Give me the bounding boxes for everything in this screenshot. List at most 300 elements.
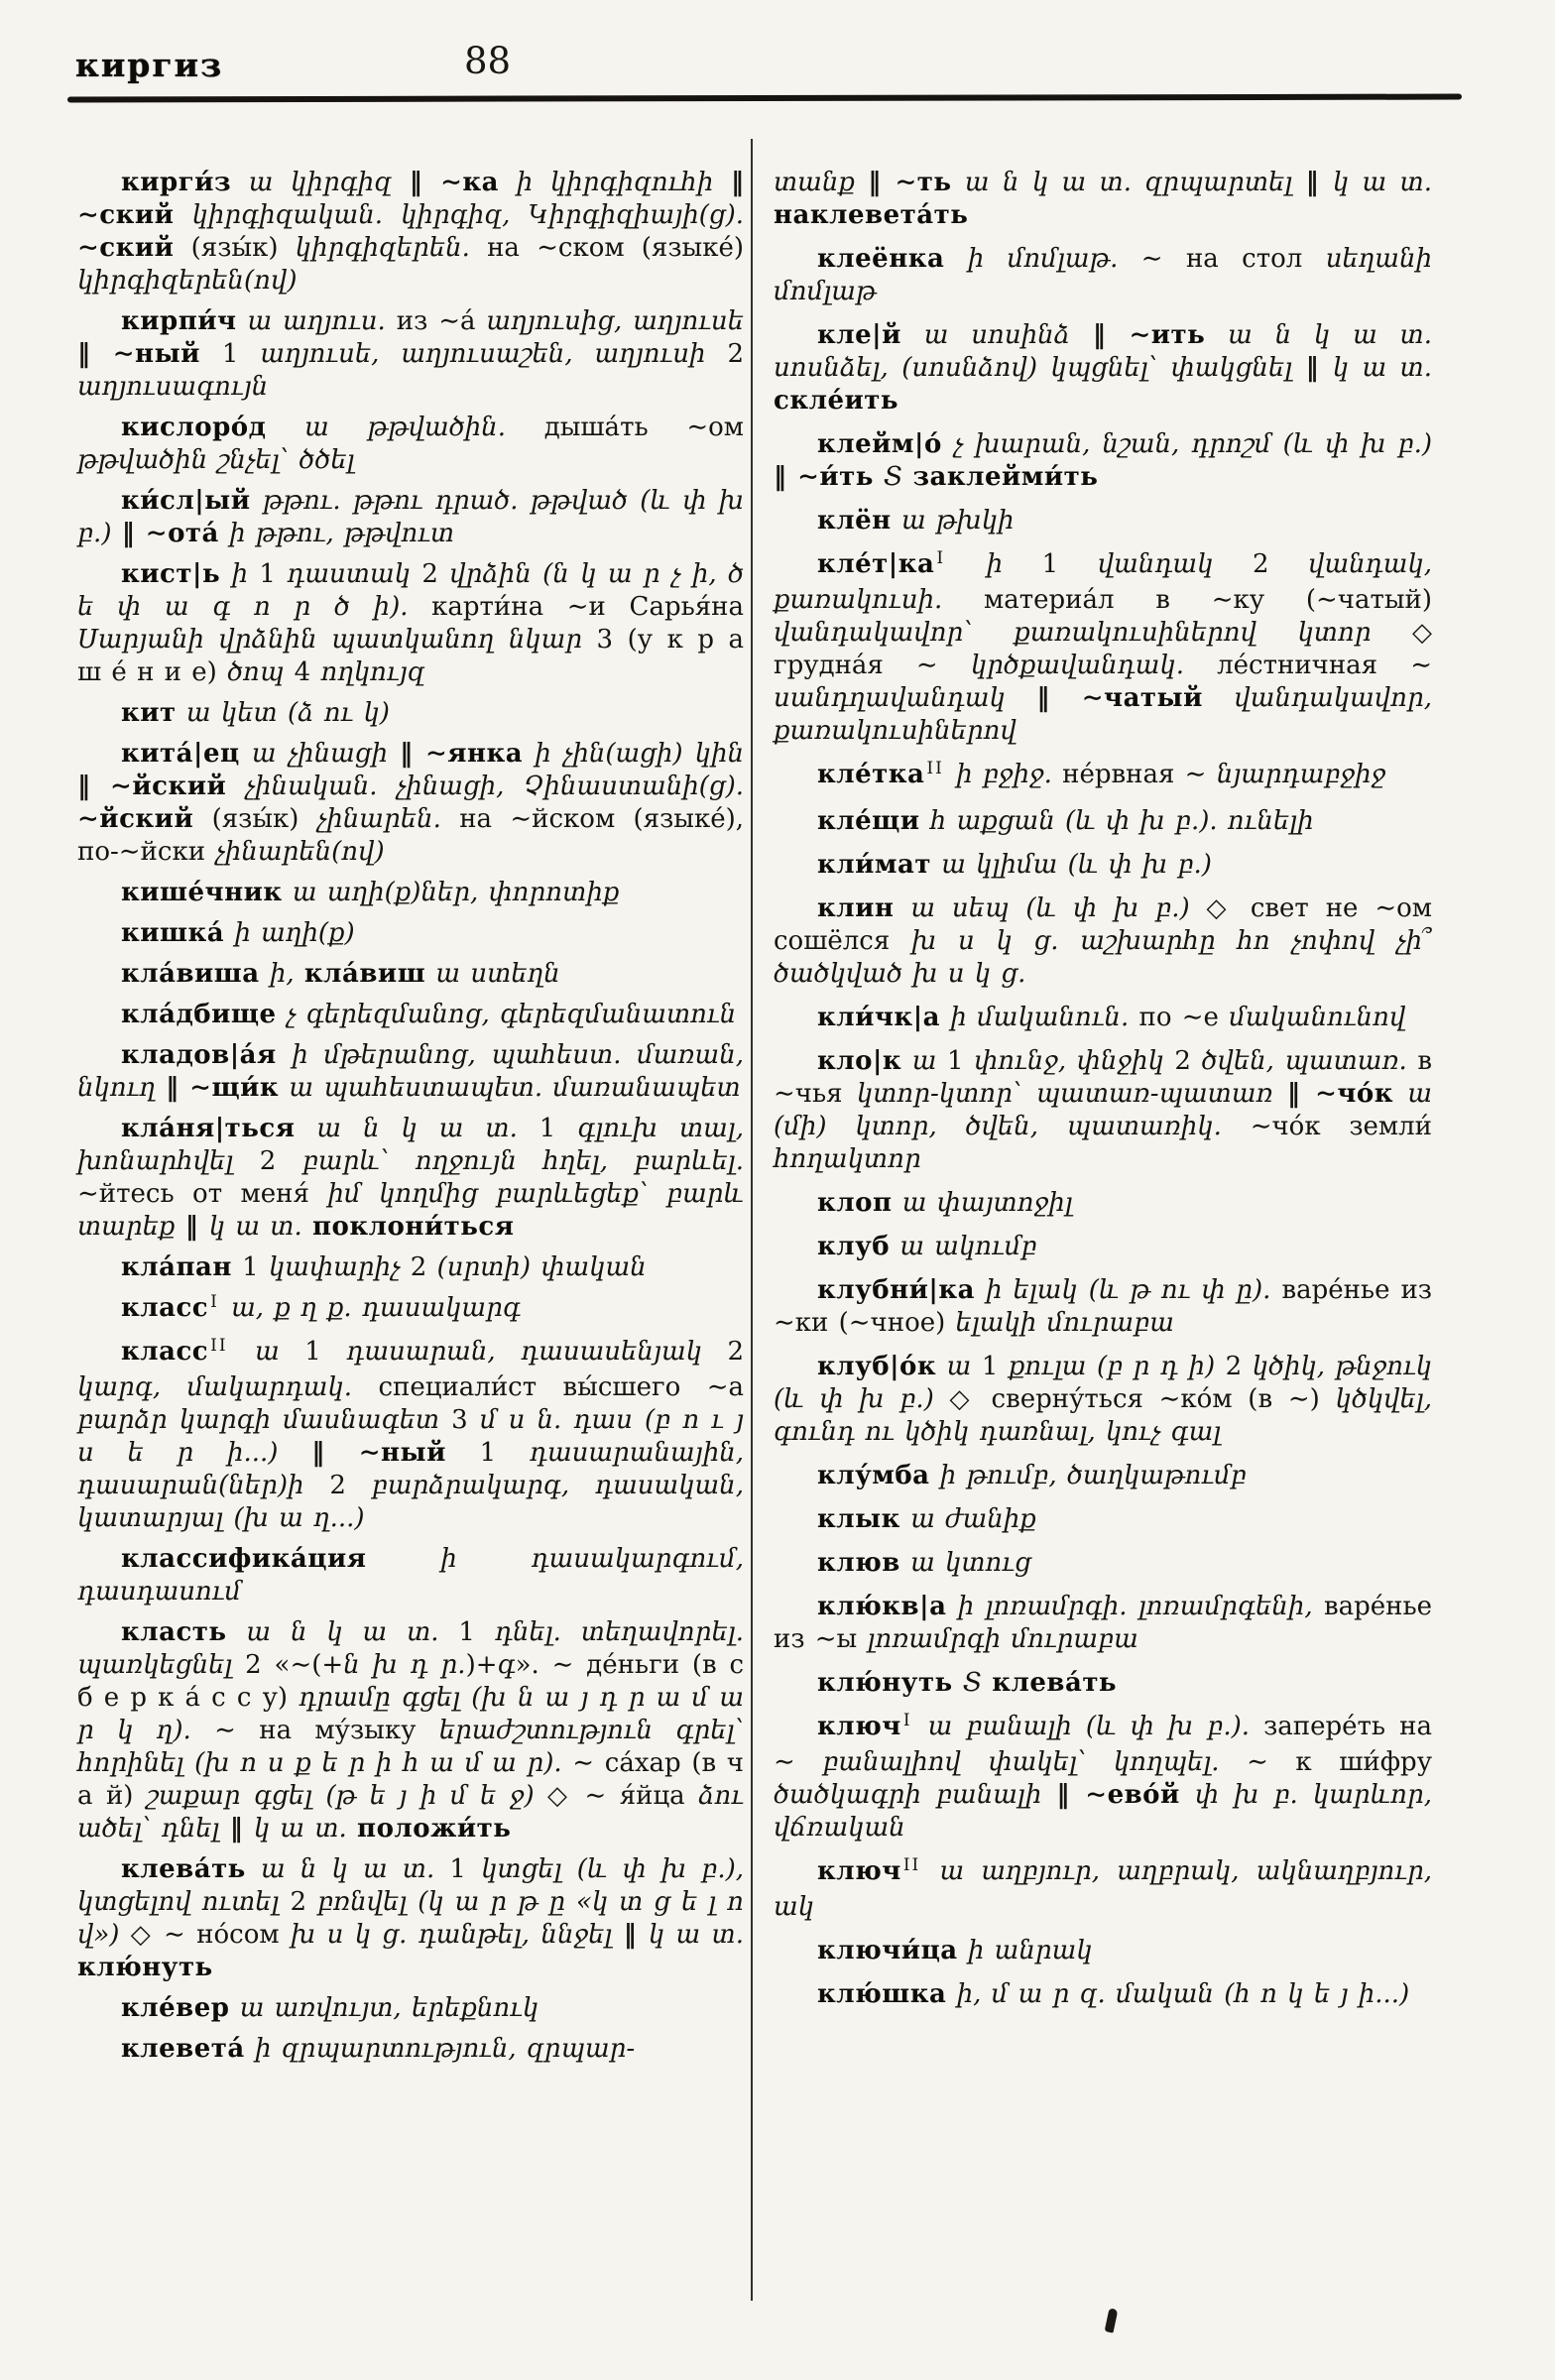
russian-text: 3 (у к р а ш е́ н и е): [77, 625, 744, 687]
armenian-text: ա փայտոջիլ: [892, 1188, 1073, 1218]
russian-text: 2: [259, 1146, 302, 1176]
armenian-text: ա կլիմա (և փ խ բ.): [930, 850, 1212, 880]
guide-word: киргиз: [75, 46, 224, 84]
dictionary-entry: [774, 319, 1432, 417]
armenian-text: ի դասակարգում, դասդասում: [77, 1544, 744, 1606]
russian-text: 1: [538, 1114, 578, 1143]
armenian-text: դասարան, դասասենյակ: [346, 1337, 728, 1367]
armenian-text: ա կիրգիզ: [231, 168, 410, 197]
dictionary-entry: [774, 1187, 1432, 1220]
headword: клык: [817, 1504, 900, 1534]
armenian-text: ի թթու, թթվուտ: [218, 519, 455, 548]
armenian-text: կծիկ, թնջուկ (և փ խ բ.): [774, 1352, 1433, 1414]
headword: кист|ь: [121, 559, 221, 589]
headword: клю́нуть: [817, 1668, 953, 1698]
armenian-text: չինական. չինացի, Չինաստանի(ց).: [226, 772, 744, 801]
armenian-text: խ ս կ ց. աշխարհը հո չոփով չի՞ ծածկված խ ս կ ց.: [774, 926, 1432, 989]
armenian-text: ա կետ (ձ ու կ): [176, 698, 390, 728]
armenian-text: ա թթվածին.: [266, 413, 544, 442]
dictionary-entry: [77, 1616, 744, 1845]
entry-symbol: ◇: [1412, 618, 1432, 648]
armenian-text: ի,: [259, 959, 304, 989]
dictionary-entry: [774, 1045, 1432, 1176]
dictionary-entry: [774, 1711, 1432, 1844]
headword: клуб|о́к: [817, 1352, 937, 1381]
armenian-text: ա ն կ ա տ. զրպարտել: [951, 168, 1306, 197]
russian-text: на ∼йском (языке́), по-∼йски: [77, 804, 745, 867]
armenian-text: կափարիչ: [268, 1252, 411, 1282]
dictionary-entry: [77, 1292, 744, 1328]
russian-text: 1: [199, 339, 261, 369]
headword: ключи́ца: [817, 1936, 958, 1965]
russian-text: карти́на ∼и Сарья́на: [431, 592, 744, 622]
dictionary-entry: [774, 1274, 1432, 1340]
headword: кише́чник: [121, 878, 283, 907]
headword: клева́ть: [121, 1854, 246, 1884]
armenian-text: Տ: [873, 462, 913, 492]
armenian-text: սեղանի մոմլաթ: [774, 244, 1432, 306]
headword: клеёнка: [817, 244, 945, 274]
dictionary-entry: [77, 2033, 744, 2066]
left-column: [77, 167, 744, 2074]
armenian-text: աղյուսագույն: [77, 372, 269, 402]
armenian-text: ելակի մուրաբա: [955, 1308, 1174, 1338]
entry-symbol: ◇: [130, 1920, 165, 1950]
headword: кит: [121, 698, 177, 728]
armenian-text: ա ն կ ա տ.: [295, 1114, 539, 1143]
dictionary-entry: [774, 1002, 1432, 1034]
armenian-text: ի ելակ (և թ ու փ ը).: [975, 1275, 1282, 1305]
headword: ∼ский: [77, 233, 175, 263]
armenian-text: կ ա տ.: [208, 1212, 313, 1242]
russian-text: свет не ∼ом сошёлся: [774, 893, 1432, 956]
headword: клейм|о́: [817, 429, 942, 459]
dictionary-entry: [774, 1547, 1432, 1580]
armenian-text: կ ա տ.: [1332, 168, 1432, 197]
armenian-text: ա չինացի: [239, 739, 401, 769]
dictionary-entry: [774, 1855, 1432, 1924]
armenian-text: ի լոռամրգի. լոռամրգենի,: [946, 1592, 1324, 1621]
armenian-text: կ ա տ.: [253, 1814, 358, 1844]
headword: кишка́: [121, 918, 225, 948]
dictionary-entry: [774, 759, 1432, 794]
armenian-text: բարև՝ ողջույն հղել, բարևել.: [301, 1146, 744, 1176]
armenian-text: կիրգիզերեն(ով): [77, 266, 298, 296]
dictionary-entry: [774, 1978, 1432, 2011]
russian-text: специали́ст вы́сшего ∼а: [378, 1372, 744, 1402]
russian-text: запере́ть на ∼: [774, 1712, 1432, 1777]
armenian-text: (սրտի) փական: [436, 1252, 647, 1282]
armenian-text: ա (մի) կտոր, ծվեն, պատառիկ.: [774, 1079, 1433, 1141]
armenian-text: կ ա տ.: [1332, 353, 1432, 383]
armenian-text: չ խարան, նշան, դրոշմ (և փ խ բ.): [941, 429, 1432, 459]
armenian-text: ա առվույտ, երեքնուկ: [229, 1993, 539, 2023]
armenian-text: թթու. թթու դրած. թթված (և փ խ բ.): [77, 486, 744, 548]
entry-symbol: ‖: [400, 739, 425, 769]
headword: кло|к: [817, 1046, 902, 1076]
headword: ∼йский: [110, 772, 227, 801]
headword: ∼янка: [424, 739, 524, 769]
entry-symbol: ‖: [1305, 353, 1333, 383]
dictionary-entry: [774, 1351, 1432, 1449]
armenian-text: ա ն կ ա տ. սոսնձել, (սոսնձով) կպցնել՝ փակցնել: [774, 320, 1432, 383]
armenian-text: վանդակ, քառակուսի.: [774, 549, 1432, 615]
armenian-text: վանդակ: [1097, 549, 1253, 579]
entry-symbol: ‖: [1056, 1780, 1086, 1810]
headword: ∼ота́: [145, 519, 219, 548]
headword: ∼ный: [112, 339, 200, 369]
dictionary-entry: [774, 1667, 1432, 1700]
russian-text: в ∼чья: [774, 1046, 1433, 1109]
armenian-text: կրծքավանդակ.: [970, 651, 1218, 680]
armenian-text: վրձին (ն կ ա ր չ ի, ծ ե փ ա գ ո ր ծ ի).: [77, 559, 745, 622]
entry-symbol: ‖: [77, 772, 111, 801]
headword: классифика́ция: [121, 1544, 367, 1574]
russian-text: 2: [329, 1471, 372, 1500]
headword: поклони́ться: [312, 1212, 515, 1242]
armenian-text: երաժշտություն գրել՝ հորինել (խ ո ս ք ե ր ի հ ա մ ա ր).: [77, 1716, 744, 1778]
armenian-text: դասարանային, դասարան(ներ)ի: [77, 1438, 744, 1500]
russian-text: 1: [981, 1352, 1009, 1381]
armenian-text: փունջ, փնջիկ: [974, 1046, 1175, 1076]
armenian-text: ի զրպարտություն, զրպար-: [244, 2034, 636, 2064]
homonym-numeral: II: [210, 1336, 228, 1356]
headword: ∼щи́к: [189, 1073, 280, 1103]
headword: ∼ть: [895, 168, 952, 197]
armenian-text: բարձրակարգ, դասական, կատարյալ (խ ա ղ...): [77, 1471, 744, 1533]
armenian-text: դնել. տեղավորել. պառկեցնել: [77, 1617, 745, 1680]
headword: ∼ный: [358, 1438, 446, 1468]
dictionary-entry: [77, 958, 744, 991]
armenian-text: ա պահեստապետ. մառանապետ: [279, 1073, 741, 1103]
right-column: [774, 167, 1432, 2022]
armenian-text: վանդակավոր, քառակուսիներով: [774, 683, 1432, 746]
dictionary-entry: [77, 485, 744, 550]
homonym-numeral: II: [926, 759, 944, 778]
headword: ∼ка: [440, 168, 500, 197]
russian-text: 1: [1041, 549, 1098, 579]
armenian-text: մ ս ն. դաս (բ ո ւ յ ս ե ր ի...): [77, 1405, 745, 1468]
armenian-text: ա սոսինձ: [900, 320, 1093, 350]
dictionary-entry: [77, 999, 744, 1031]
russian-text: 1: [946, 1046, 975, 1076]
armenian-text: կտոր-կտոր՝ պատառ-պատառ: [856, 1079, 1287, 1109]
entry-symbol: ‖: [1286, 1079, 1316, 1109]
armenian-text: հ աքցան (և փ խ բ.). ունելի: [919, 806, 1314, 836]
armenian-text: ի մոմլաթ.: [944, 244, 1141, 274]
russian-text: 1: [231, 1252, 269, 1282]
headword: заклейми́ть: [912, 462, 1099, 492]
headword: ключ: [817, 1856, 901, 1886]
homonym-numeral: II: [902, 1855, 921, 1875]
armenian-text: ա ն կ ա տ.: [245, 1854, 450, 1884]
entry-symbol: ‖: [623, 1920, 649, 1950]
page-number: 88: [464, 40, 512, 82]
armenian-text: ա ն կ ա տ.: [226, 1617, 459, 1647]
armenian-text: ա ակումբ: [890, 1232, 1037, 1261]
russian-text: ∼йтесь от меня́: [77, 1179, 328, 1209]
armenian-text: ն խ դ ր.: [343, 1650, 466, 1680]
homonym-numeral: I: [936, 548, 946, 568]
entry-symbol: ◇: [1206, 893, 1251, 923]
dictionary-entry: [77, 1853, 744, 1984]
russian-text: материа́л в ∼ку (∼чатый): [984, 585, 1432, 615]
armenian-text: խ ս կ ց. դանթել, ննջել: [290, 1920, 624, 1950]
headword: ки́сл|ый: [121, 486, 251, 516]
headword: клин: [817, 893, 895, 923]
headword: клева́ть: [992, 1668, 1118, 1698]
armenian-text: ի: [220, 559, 260, 589]
headword: клюв: [817, 1548, 900, 1578]
armenian-text: ի բջիջ.: [945, 760, 1063, 789]
armenian-text: ձու ածել՝ դնել: [77, 1781, 744, 1844]
armenian-text: Տ: [952, 1668, 993, 1698]
armenian-text: ա թխկի: [891, 506, 1015, 536]
headword: кла́виша: [121, 959, 260, 989]
headword: кислоро́д: [121, 413, 267, 442]
armenian-text: ծվեն, պատառ.: [1201, 1046, 1418, 1076]
headword: кле́тка: [817, 760, 925, 789]
russian-text: по ∼е: [1138, 1003, 1230, 1032]
headword: кладов|а́я: [121, 1040, 277, 1070]
armenian-text: Սարյանի վրձնին պատկանող նկար: [77, 625, 597, 654]
russian-text: варе́нье из ∼ки (∼чное): [774, 1275, 1432, 1338]
russian-text: ».: [515, 1650, 552, 1680]
armenian-text: ի կիրգիզուհի: [499, 168, 731, 197]
armenian-text: բռնվել (կ ա ր թ ը «կ տ ց ե լ ո վ»): [77, 1887, 744, 1950]
homonym-numeral: I: [902, 1711, 912, 1730]
headword: ключ: [817, 1712, 901, 1741]
armenian-text: ի: [947, 549, 1042, 579]
russian-text: не́рвная ∼: [1062, 760, 1217, 789]
russian-text: ∼ я́йца: [584, 1781, 699, 1811]
russian-text: ∼ са́хар (в ч а й): [77, 1748, 744, 1811]
armenian-text: ա բանալի (և փ խ բ.).: [913, 1712, 1264, 1741]
armenian-text: շաքար գցել (թ ե յ ի մ ե ջ): [146, 1781, 548, 1811]
homonym-numeral: I: [210, 1292, 219, 1312]
headword: кле́т|ка: [817, 549, 935, 579]
entry-symbol: ‖: [77, 339, 113, 369]
headword: наклевета́ть: [774, 200, 969, 230]
armenian-text: դաստակ: [287, 559, 422, 589]
russian-text: 1: [304, 1337, 347, 1367]
entry-symbol: ‖: [184, 1212, 209, 1242]
headword: клу́мба: [817, 1461, 930, 1490]
armenian-text: ա: [229, 1337, 305, 1367]
armenian-text: քուլա (բ ր դ ի): [1008, 1352, 1226, 1381]
dictionary-entry: [77, 412, 744, 477]
headword: ∼ево́й: [1085, 1780, 1180, 1810]
armenian-text: կիրգիզական. կիրգիզ, Կիրգիզիայի(ց).: [174, 200, 744, 230]
headword: клевета́: [121, 2034, 245, 2064]
entry-symbol: ‖: [730, 168, 744, 197]
dictionary-entry: [77, 167, 744, 298]
dictionary-entry: [774, 892, 1432, 991]
armenian-text: հողակտոր: [774, 1144, 921, 1174]
dictionary-entry: [77, 1543, 744, 1608]
dictionary-entry: [77, 1336, 744, 1535]
dictionary-entry: [77, 1113, 744, 1244]
headword: клоп: [817, 1188, 893, 1218]
armenian-text: թթվածին շնչել՝ ծծել: [77, 445, 355, 475]
headword: клю́шка: [817, 1979, 947, 2009]
armenian-text: կիրգիզերեն.: [295, 233, 488, 263]
entry-symbol: ‖: [409, 168, 441, 197]
russian-text: 1: [445, 1438, 530, 1468]
ink-speck: [1105, 2308, 1119, 2332]
headword: кла́дбище: [121, 1000, 277, 1029]
headword: кла́ня|ться: [121, 1114, 296, 1143]
dictionary-entry: [774, 805, 1432, 838]
headword: кита́|ец: [121, 739, 240, 769]
headword: ∼чо́к: [1315, 1079, 1393, 1109]
dictionary-entry: [774, 849, 1432, 882]
russian-text: (язы́к): [174, 233, 296, 263]
headword: клю́нуть: [77, 1953, 213, 1982]
russian-text: 2: [410, 1252, 437, 1282]
header-rule: [67, 94, 1462, 103]
armenian-text: ի չին(ացի) կին: [523, 739, 744, 769]
column-divider-rule: [751, 139, 753, 2301]
russian-text: 2 «∼(+: [245, 1650, 344, 1680]
headword: ∼ить: [1129, 320, 1206, 350]
dictionary-entry: [77, 305, 744, 404]
armenian-text: գլուխ տալ, խոնարհվել: [77, 1114, 744, 1176]
russian-text: 3: [451, 1405, 480, 1435]
russian-text: ∼ на му́зыку: [214, 1716, 439, 1745]
armenian-text: սանդղավանդակ: [774, 683, 1037, 713]
russian-text: сверну́ться ∼ко́м (в ∼): [991, 1384, 1336, 1414]
entry-symbol: ‖: [166, 1073, 190, 1103]
headword: класть: [121, 1617, 227, 1647]
armenian-text: ի անրակ: [957, 1936, 1093, 1965]
dictionary-entry: [77, 697, 744, 730]
armenian-text: ա ստեղն: [425, 959, 560, 989]
armenian-text: ա: [901, 1046, 947, 1076]
russian-text: 2: [727, 1337, 744, 1367]
armenian-text: ա: [936, 1352, 982, 1381]
armenian-text: չինարեն(ով): [215, 837, 385, 867]
armenian-text: ծոպ: [227, 657, 295, 687]
entry-symbol: ◇: [949, 1384, 992, 1414]
armenian-text: չինարեն.: [316, 804, 460, 834]
headword: кле|й: [817, 320, 901, 350]
armenian-text: ա աղբյուր, աղբրակ, ակնաղբյուր, ակ: [774, 1856, 1432, 1922]
armenian-text: լոռամրգի մուրաբա: [867, 1624, 1138, 1654]
armenian-text: փ խ բ. կարևոր, վճռական: [774, 1780, 1432, 1843]
armenian-text: ա աղի(ք)ներ, փորոտիք: [282, 878, 620, 907]
headword: ∼и́ть: [797, 462, 874, 492]
armenian-text: ա սեպ (և փ խ բ.): [894, 893, 1207, 923]
entry-symbol: ‖: [229, 1814, 254, 1844]
russian-text: 2: [290, 1887, 317, 1917]
armenian-text: տանք: [774, 168, 869, 197]
russian-text: ∼ но́сом: [164, 1920, 291, 1950]
dictionary-entry: [774, 1935, 1432, 1967]
entry-symbol: ‖: [868, 168, 896, 197]
entry-symbol: ◇: [547, 1781, 585, 1811]
dictionary-entry: [77, 738, 744, 869]
entry-symbol: ‖: [1036, 683, 1082, 713]
headword: ∼чатый: [1081, 683, 1203, 713]
headword: кла́виш: [303, 959, 426, 989]
dictionary-entry: [77, 1039, 744, 1105]
russian-text: 1: [458, 1617, 495, 1647]
headword: ∼ский: [77, 200, 175, 230]
russian-text: 1: [259, 559, 288, 589]
armenian-text: իմ կողմից բարևեցեք՝ բարև տարեք: [77, 1179, 744, 1242]
russian-text: 2: [421, 559, 450, 589]
headword: класс: [121, 1293, 209, 1323]
russian-text: 2: [1225, 1352, 1253, 1381]
dictionary-entry: [77, 1992, 744, 2025]
armenian-text: աղյուսից, աղյուսե: [486, 306, 744, 336]
headword: кли́чк|а: [817, 1003, 941, 1032]
dictionary-entry: [77, 558, 744, 689]
russian-text: ле́стничная ∼: [1217, 651, 1432, 680]
armenian-text: գ: [497, 1650, 516, 1680]
headword: клуб: [817, 1232, 891, 1261]
armenian-text: ի մթերանոց, պահեստ. մառան, նկուղ: [77, 1040, 744, 1103]
headword: кирпи́ч: [121, 306, 237, 336]
armenian-text: կարգ, մակարդակ.: [77, 1372, 379, 1402]
armenian-text: ա աղյուս.: [236, 306, 397, 336]
headword: кла́пан: [121, 1252, 232, 1282]
dictionary-entry: [774, 548, 1432, 748]
armenian-text: աղյուսե, աղյուսաշեն, աղյուսի: [260, 339, 728, 369]
russian-text: 2: [727, 339, 744, 369]
russian-text: варе́нье из ∼ы: [774, 1592, 1432, 1654]
dictionary-entry: [77, 1251, 744, 1284]
headword: положи́ть: [357, 1814, 512, 1844]
armenian-text: ծածկագրի բանալի: [774, 1780, 1057, 1810]
armenian-text: ողկույզ: [320, 657, 425, 687]
armenian-text: ա, ք ղ ք. դասակարգ: [220, 1293, 521, 1323]
headword: кирги́з: [121, 168, 232, 197]
dictionary-entry: [774, 1591, 1432, 1656]
entry-continuation: [774, 167, 1432, 232]
entry-symbol: ‖: [121, 519, 146, 548]
armenian-text: կծկվել, գունդ ու կծիկ դառնալ, կուչ գալ: [774, 1384, 1433, 1447]
entry-symbol: ‖: [1092, 320, 1130, 350]
dictionary-entry: [774, 1503, 1432, 1536]
armenian-text: նյարդաբջիջ: [1216, 760, 1386, 789]
russian-text: )+: [465, 1650, 498, 1680]
dictionary-entry: [77, 917, 744, 950]
russian-text: 2: [1174, 1046, 1202, 1076]
armenian-text: բարձր կարգի մասնագետ: [77, 1405, 452, 1435]
armenian-text: դրամը գցել (խ ն ա յ դ ր ա մ ա ր կ ղ).: [77, 1683, 744, 1745]
russian-text: ∼ к ши́фру: [1247, 1747, 1433, 1777]
dictionary-entry: [774, 428, 1432, 494]
dictionary-entry: [774, 243, 1432, 308]
armenian-text: ա կտուց: [899, 1548, 1031, 1578]
russian-text: (язы́к): [193, 804, 317, 834]
armenian-text: ի աղի(ք): [224, 918, 355, 948]
armenian-text: ա ժանիք: [899, 1504, 1036, 1534]
russian-text: на ∼ском (языке́): [487, 233, 744, 263]
russian-text: 2: [1252, 549, 1309, 579]
armenian-text: ի, մ ա ր զ. մական (հ ո կ ե յ ի...): [946, 1979, 1410, 2009]
entry-symbol: ‖: [774, 462, 798, 492]
headword: кле́щи: [817, 806, 920, 836]
russian-text: грудна́я ∼: [774, 651, 971, 680]
armenian-text: մականունով: [1229, 1003, 1406, 1032]
russian-text: 4: [294, 657, 321, 687]
headword: клён: [817, 506, 892, 536]
russian-text: из ∼а́: [396, 306, 487, 336]
armenian-text: վանդակավոր՝ քառակուսիներով կտոր: [774, 618, 1412, 648]
